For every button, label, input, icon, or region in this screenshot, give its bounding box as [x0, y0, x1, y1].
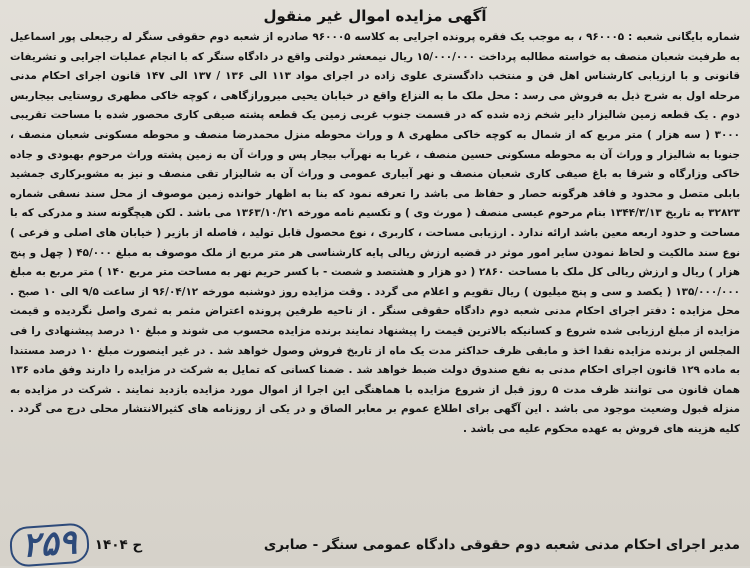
notice-title: آگهی مزایده اموال غیر منقول — [263, 7, 487, 25]
handwritten-number: ۲۵۹ — [9, 522, 90, 567]
reference-code: ح ۱۴۰۴ — [94, 537, 143, 553]
notice-body: شماره بایگانی شعبه : ۹۶۰۰۰۵ ، به موجب یک فقره پرونده اجرایی به کلاسه ۹۶۰۰۰۵ صادره از شعبه دوم حقوقی سنگر له رجبعلی پور اسماعیل به طرفیت شعبان منصف به خواسته مطالبه پرداخت ۱۵/۰۰۰/۰۰۰ ریال نیمعشر دولتی واقع در دادگاه سنگر که با انجام عملیات اجرایی و تشریفات قانونی و با ارزیابی کارشناس اهل فن و منتخب دادگستری علوی زاده در اجرای مواد ۱۱۳ الی ۱۳۶ / ۱۳۷ الی ۱۴۷ قانون اجرای احکام مدنی مرحله اول به شرح ذیل به فروش می رسد : محل ملک ما به النزاع واقع در خیابان یحیی میرورازگاهی ، کوچه خاکی مطهری روستایی بیجاربس دوم . یک قطعه زمین شالیزار دایر شخم زده شده که در قسمت جنوب غربی زمین یک قطعه پشته صیفی کاری محصور شده با مساحت تقریبی ۳۰۰۰ ( سه هزار ) متر مربع که از شمال به کوچه خاکی مطهری ۸ و وراث محوطه منزل محمدرضا منصف و محوطه مسکونی شعبان منصف ، جنوبا به شالیزار و وراث آن به محوطه مسکونی حسین منصف ، غربا به نهرآب بیجار پس و وراث آن به زمین پشته وراث مرحوم بهبودی و جاده خاکی وزارگاه و شرقا به باغ صیفی کاری شعبان منصف و نهر آبیاری عمومی و وراث آن به شالیزار تقی منصف و نیز به مشوبرکاری جمشید بابلی متصل و محدود و فاقد هرگونه حصار و حفاظ می باشد را تعرفه نمود که بنا به اظهار خوانده زمین موصوف از محل سند نسقی شماره ۳۲۸۲۳ به تاریخ ۱۳۴۴/۳/۱۳ بنام مرحوم عیسی منصف ( مورث وی ) و تکسیم نامه مورخه ۱۳۶۳/۱۰/۲۱ می باشد . لکن هیچگونه سند و مدرکی که با مساحت و حدود اربعه معین باشد ارائه ندارد . ارزیابی مساحت ، کاربری ، نوع محصول قابل تولید ، فاصله از بازیر ( خیابان های اصلی و فرعی ) نوع سند مالکیت و لحاظ نمودن سایر امور موثر در قضیه ارزش ریالی پایه کارشناسی هر متر مربع از ملک موصوف به مبلغ ۴۵/۰۰۰ ( چهل و پنج هزار ) ریال و ارزش ریالی کل ملک با مساحت ۲۸۶۰ ( دو هزار و هشتصد و شصت - با کسر حریم نهر به مساحت متر مربع ۱۴۰ ) متر مربع به مبلغ ۱۳۵/۰۰۰/۰۰۰ ( یکصد و سی و پنج میلیون ) ریال تقویم و اعلام می گردد . وقت مزایده روز دوشنبه مورخه ۹۶/۰۴/۱۲ از ساعت ۹/۵ الی ۱۰ صبح . محل مزایده : دفتر اجرای احکام مدنی شعبه دوم دادگاه حقوقی سنگر . از ناحیه طرفین پرونده اعتراض مثمر به ثمری واصل نگردیده و قیمت مزایده از مبلغ ارزیابی شده شروع و کسانیکه بالاترین قیمت را پیشنهاد نمایند برنده مزایده محسوب می شوند و مبلغ ۱۰ درصد پیشنهادی را فی المجلس از برنده مزایده نقدا اخذ و مابقی ظرف حداکثر مدت یک ماه از تاریخ فروش وصول خواهد شد . در غیر اینصورت مبلغ ۱۰ درصد مستندا به ماده ۱۲۹ قانون اجرای احکام مدنی به نفع صندوق دولت ضبط خواهد شد . ضمنا کسانی که تمایل به شرکت در مزایده را دارند وفق ماده ۱۳۶ همان قانون می توانند ظرف مدت ۵ روز قبل از شروع مزایده با هماهنگی این اجرا از اموال مورد مزایده بازدید نمایند . شرکت در مزایده به منزله قبول وضعیت موجود می باشد . این آگهی برای اطلاع عموم بر معابر الصاق و در یکی از روزنامه های کثیرالانتشار محلی درج می گردد . کلیه هزینه های فروش به عهده محکوم علیه می باشد . — [10, 31, 740, 435]
signature-line: مدیر اجرای احکام مدنی شعبه دوم حقوقی دادگاه عمومی سنگر - صابری — [263, 537, 740, 553]
footer-left-group — [10, 522, 143, 566]
notice-footer — [10, 522, 740, 566]
